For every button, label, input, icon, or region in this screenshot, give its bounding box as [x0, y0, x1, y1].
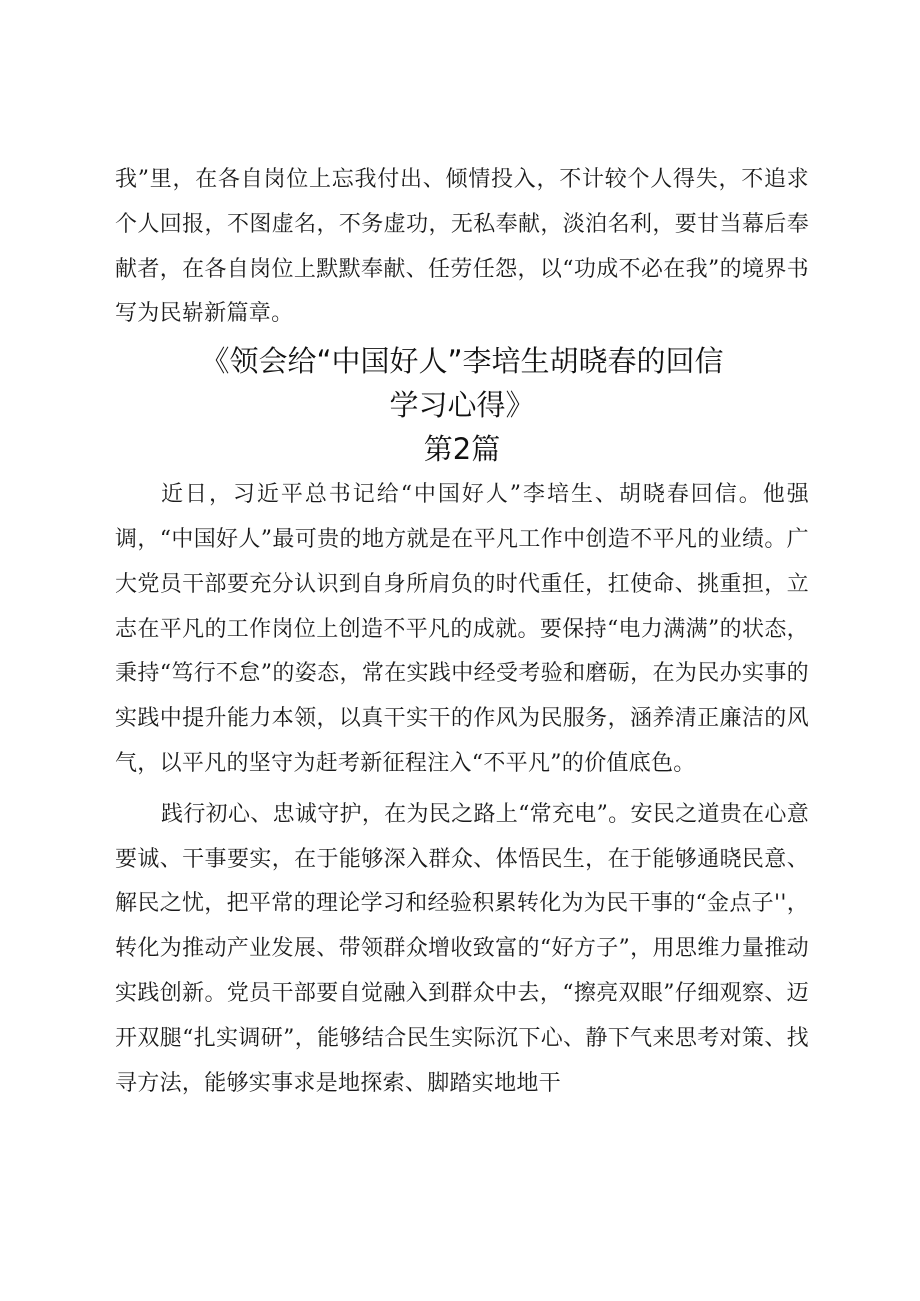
continuation-paragraph: 我”里，在各自岗位上忘我付出、倾情投入，不计较个人得失，不追求个人回报，不图虚名，不务虚功，无私奉献，淡泊名利，要甘当幕后奉献者，在各自岗位上默默奉献、任劳任怨，以“功成不必在我”的境界书写为民崭新篇章。: [115, 167, 809, 327]
article-title-line-1: 《领会给“中国好人”李培生胡晓春的回信: [200, 344, 724, 379]
article-title-line-2: 学习心得》: [389, 388, 535, 423]
body-paragraph-2: 践行初心、忠诚守护，在为民之路上“常充电”。安民之道贵在心意要诚、干事要实，在于能够深入群众、体悟民生，在于能够通晓民意、解民之忧，把平常的理论学习和经验积累转化为为民干事的“金点子''，转化为推动产业发展、带领群众增收致富的“好方子”，用思维力量推动实践创新。党员干部要自觉融入到群众中去，“擦亮双眼”仔细观察、迈开双腿“扎实调研”，能够结合民生实际沉下心、静下气来思考对策、找寻方法，能够实事求是地探索、脚踏实地地干: [115, 801, 809, 1096]
article-number: 第2篇: [423, 432, 501, 467]
document-body: [115, 158, 809, 1106]
body-paragraph-1: 近日，习近平总书记给“中国好人”李培生、胡晓春回信。他强调，“中国好人”最可贵的地方就是在平凡工作中创造不平凡的业绩。广大党员干部要充分认识到自身所肩负的时代重任，扛使命、挑重担，立志在平凡的工作岗位上创造不平凡的成就。要保持“电力满满”的状态，秉持“笃行不怠”的姿态，常在实践中经受考验和磨砺，在为民办实事的实践中提升能力本领，以真干实干的作风为民服务，涵养清正廉洁的风气，以平凡的坚守为赶考新征程注入“不平凡”的价值底色。: [115, 482, 809, 776]
